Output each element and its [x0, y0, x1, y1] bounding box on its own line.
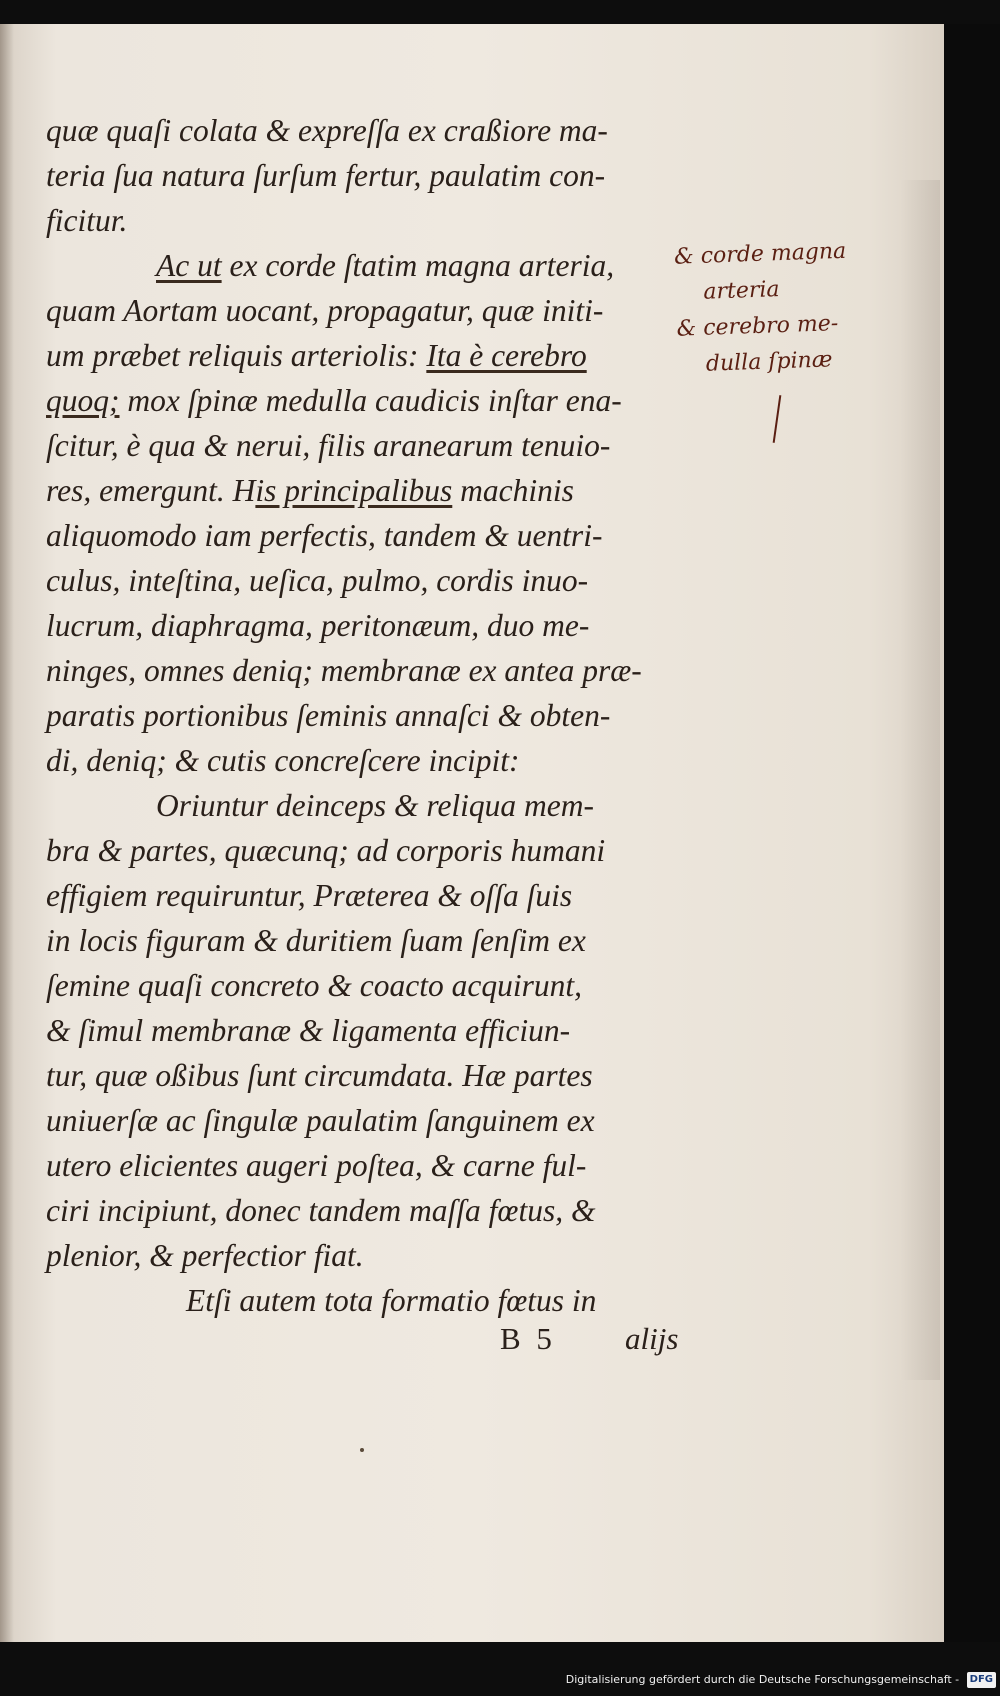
underlined-phrase: is principalibus — [255, 473, 453, 508]
text-line: ſemine quaſi concreto & coacto acquirunt, — [46, 968, 582, 1003]
dfg-logo: DFG — [967, 1672, 996, 1688]
underlined-phrase: quoq; — [46, 383, 120, 418]
text-line: in locis figuram & duritiem ſuam ſenſim ex — [46, 923, 586, 958]
text-line: & ſimul membranæ & ligamenta efficiun- — [46, 1013, 571, 1048]
text-line: quæ quaſi colata & expreſſa ex craßiore ma- — [46, 113, 608, 148]
text-fragment: res, emergunt. H — [46, 473, 256, 508]
text-line: lucrum, diaphragma, peritonæum, duo me- — [46, 608, 590, 643]
text-fragment: um præbet reliquis arteriolis: — [46, 338, 427, 373]
text-line: ninges, omnes deniq; membranæ ex antea præ- — [46, 653, 642, 688]
text-line: di, deniq; & cutis concreſcere incipit: — [46, 743, 520, 778]
text-line: uniuerſæ ac ſingulæ paulatim ſanguinem ex — [46, 1103, 595, 1138]
marginal-note-line: & cerebro me- — [676, 311, 839, 342]
text-line: paratis portionibus ſeminis annaſci & obten- — [46, 698, 611, 733]
text-line: Etſi autem tota formatio fœtus in — [186, 1283, 597, 1318]
text-line — [46, 333, 686, 378]
text-line: bra & partes, quæcunq; ad corporis humani — [46, 833, 606, 868]
underlined-phrase: Ac ut — [156, 248, 222, 283]
digitization-credit — [0, 1672, 996, 1688]
text-line: aliquomodo iam perfectis, tandem & uentri- — [46, 518, 603, 553]
text-line: culus, inteſtina, ueſica, pulmo, cordis inuo- — [46, 563, 589, 598]
text-line: ſcitur, è qua & nerui, filis aranearum tenuio- — [46, 428, 611, 463]
marginal-note-line: arteria — [702, 277, 780, 305]
text-line: utero elicientes augeri poſtea, & carne ful- — [46, 1148, 587, 1183]
text-line: plenior, & perfectior fiat. — [46, 1238, 364, 1273]
ink-speck — [360, 1448, 364, 1452]
underlined-phrase: Ita è cerebro — [426, 338, 587, 373]
text-line — [46, 468, 686, 513]
text-line: quam Aortam uocant, propagatur, quæ initi- — [46, 293, 604, 328]
text-fragment: mox ſpinæ medulla caudicis inſtar ena- — [119, 383, 622, 418]
scan-edge — [944, 24, 1000, 1642]
text-line — [46, 378, 686, 423]
marginal-note-line: & corde magna — [673, 238, 847, 270]
text-line: ficitur. — [46, 203, 128, 238]
text-line: Oriuntur deinceps & reliqua mem- — [156, 788, 595, 823]
text-fragment: machinis — [452, 473, 574, 508]
text-line: teria ſua natura ſurſum fertur, paulatim con- — [46, 158, 606, 193]
credit-text: Digitalisierung gefördert durch die Deutsche Forschungsgemeinschaft - — [565, 1673, 960, 1686]
text-line: effigiem requiruntur, Præterea & oſſa ſuis — [46, 878, 573, 913]
signature-mark: B 5 — [500, 1321, 556, 1356]
catchword: alijs — [625, 1321, 679, 1356]
body-text — [46, 108, 686, 1323]
gutter-shadow — [0, 24, 14, 1642]
text-line: ciri incipiunt, donec tandem maſſa fœtus, & — [46, 1193, 596, 1228]
page-footer — [500, 1316, 700, 1361]
text-line: tur, quæ oßibus ſunt circumdata. Hæ partes — [46, 1058, 593, 1093]
handwritten-marginalia — [674, 230, 949, 383]
text-line — [46, 243, 686, 288]
text-fragment: ex corde ſtatim magna arteria, — [221, 248, 615, 283]
marginal-note-line: dulla ſpinæ — [705, 347, 833, 377]
